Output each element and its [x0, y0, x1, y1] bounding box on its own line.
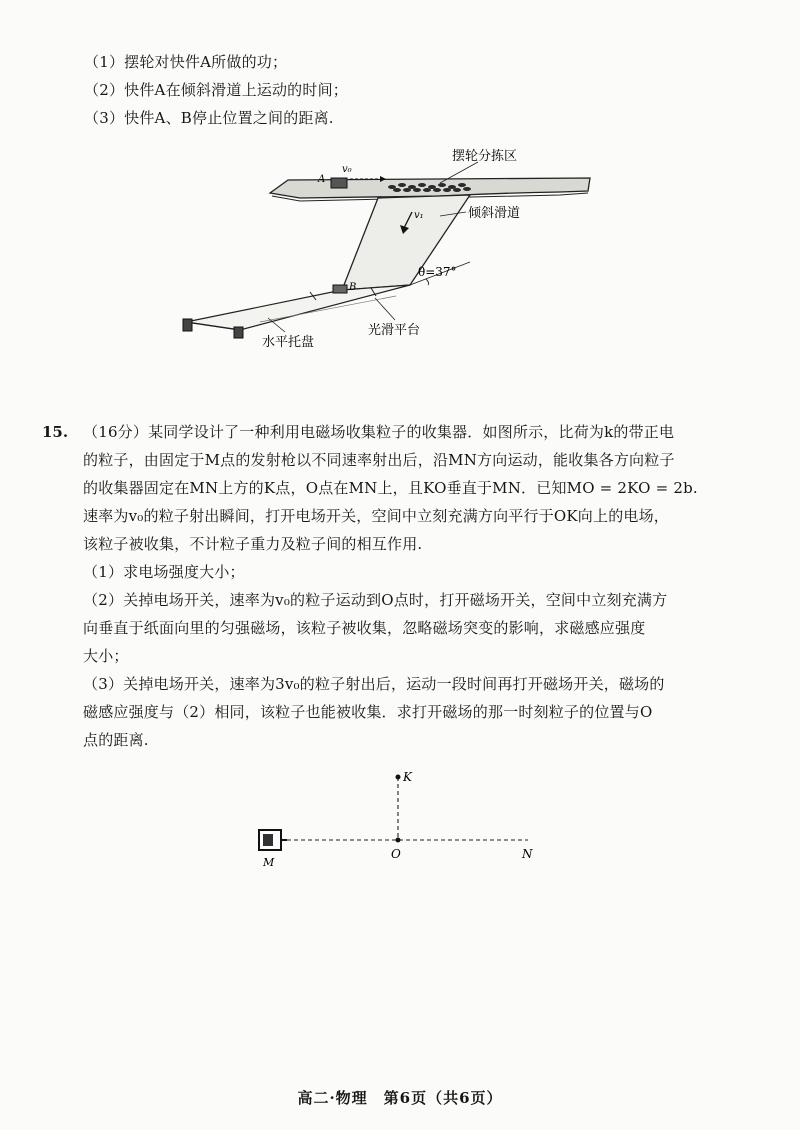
label-k: K	[403, 770, 412, 784]
label-platform: 光滑平台	[368, 323, 421, 338]
q15-line-2: 的粒子，由固定于M点的发射枪以不同速率射出后，沿MN方向运动，能收集各方向粒子	[83, 451, 675, 469]
label-o: O	[391, 847, 401, 861]
q15-line-12: 点的距离.	[83, 731, 149, 749]
q14-sub3: （3）快件A、B停止位置之间的距离.	[84, 109, 334, 127]
q15-line-6: （1）求电场强度大小；	[83, 563, 245, 581]
label-n: N	[522, 847, 533, 861]
q15-line-7: （2）关掉电场开关，速率为v₀的粒子运动到O点时，打开磁场开关，空间中立刻充满方	[83, 591, 668, 609]
emitter-gun	[259, 830, 287, 850]
label-v0: v₀	[342, 164, 352, 175]
q15-line-9: 大小；	[83, 647, 129, 665]
q14-sub1: （1）摆轮对快件A所做的功；	[84, 53, 288, 71]
label-slide: 倾斜滑道	[468, 206, 521, 221]
label-tray: 水平托盘	[262, 335, 315, 350]
label-v1: v₁	[414, 210, 424, 221]
point-k	[396, 775, 401, 780]
label-sorting-zone: 摆轮分拣区	[452, 149, 518, 164]
q15-line-5: 该粒子被收集，不计粒子重力及粒子间的相互作用.	[83, 535, 423, 553]
q15-line-3: 的收集器固定在MN上方的K点，O点在MN上，且KO垂直于MN．已知MO = 2KO = 2b.	[83, 479, 698, 497]
q14-sub2: （2）快件A在倾斜滑道上运动的时间；	[84, 81, 348, 99]
q15-line-11: 磁感应强度与（2）相同，该粒子也能被收集．求打开磁场的那一时刻粒子的位置与O	[83, 703, 653, 721]
figure-conveyor-slide	[0, 140, 800, 360]
label-a: A	[318, 174, 326, 185]
point-o	[396, 838, 401, 843]
label-b: B	[349, 282, 357, 293]
page-footer: 高二·物理 第6页（共6页）	[297, 1089, 503, 1107]
q15-line-1: （16分）某同学设计了一种利用电磁场收集粒子的收集器．如图所示，比荷为k的带正电	[83, 423, 675, 441]
label-angle: θ=37°	[418, 265, 457, 279]
q15-line-10: （3）关掉电场开关，速率为3v₀的粒子射出后，运动一段时间再打开磁场开关，磁场的	[83, 675, 665, 693]
figure-collector	[0, 760, 800, 880]
q15-number: 15.	[42, 423, 69, 441]
q15-line-4: 速率为v₀的粒子射出瞬间，打开电场开关，空间中立刻充满方向平行于OK向上的电场，	[83, 507, 669, 525]
label-m: M	[263, 856, 275, 869]
q15-line-8: 向垂直于纸面向里的匀强磁场，该粒子被收集，忽略磁场突变的影响，求磁感应强度	[83, 619, 646, 637]
